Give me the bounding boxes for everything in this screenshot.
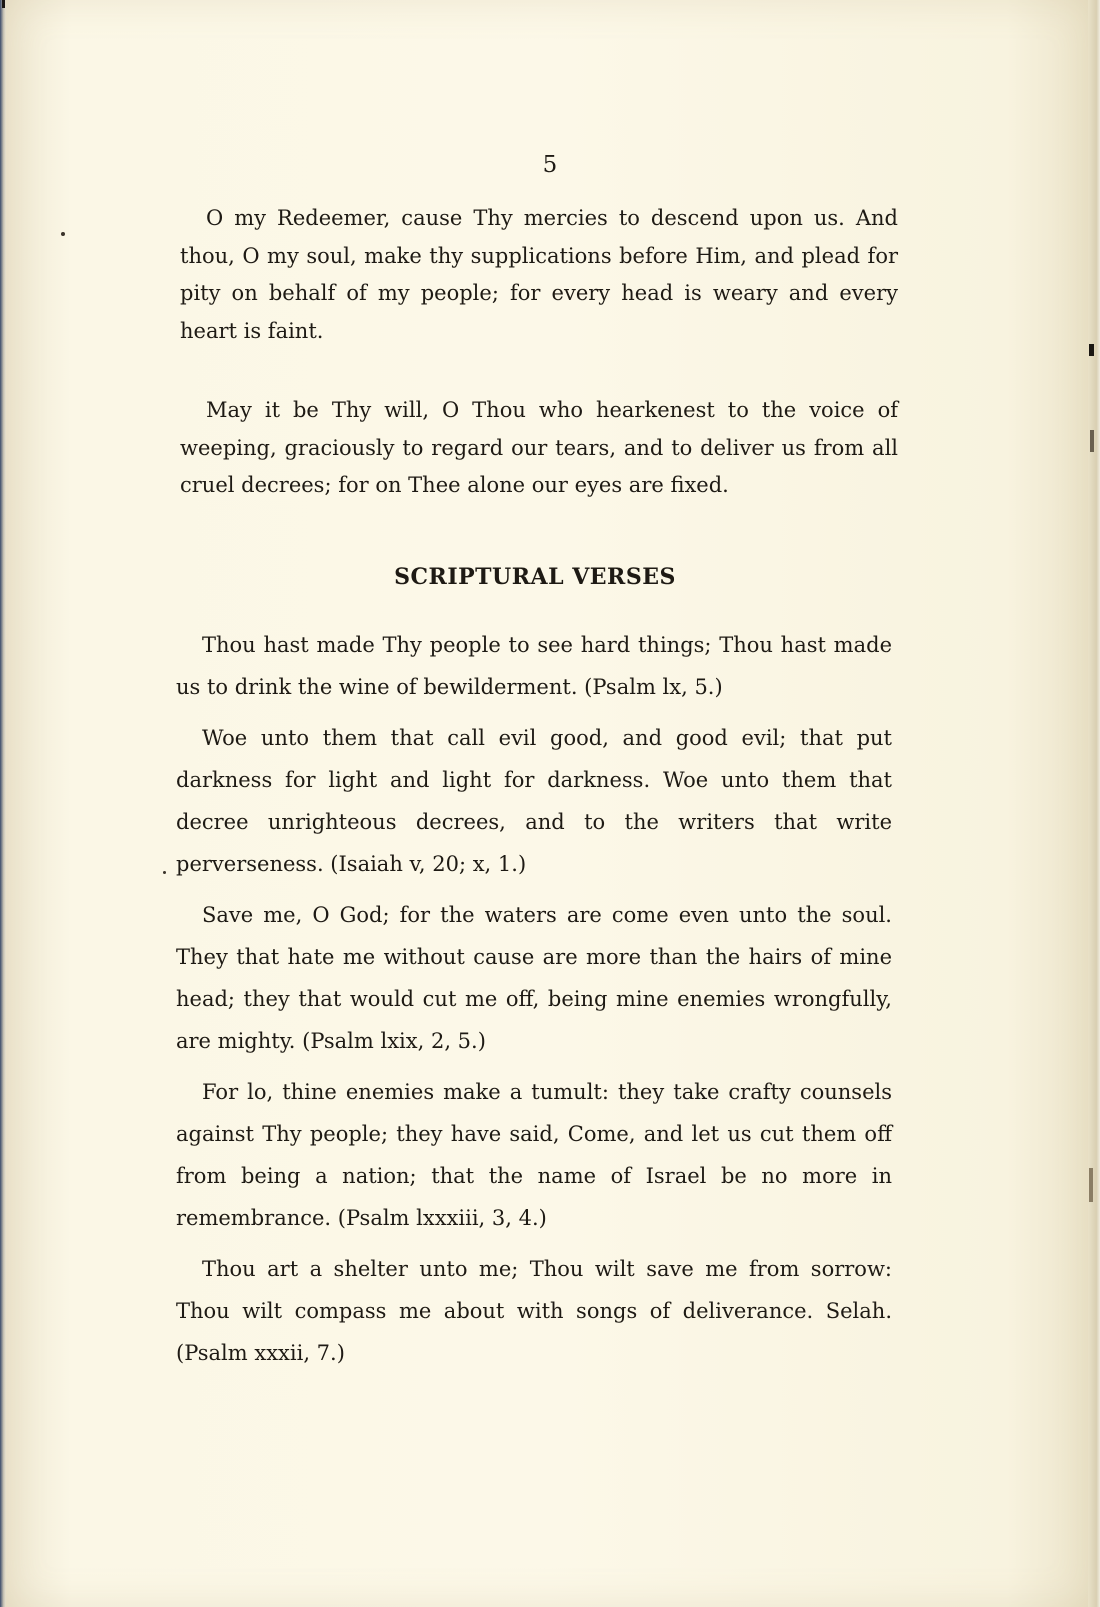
paragraph-text: May it be Thy will, O Thou who hearkenest to the voice of weeping, graciously to regard our tears, and to deliver us from all cruel decrees; for on Thee alone our eyes are fixed. — [180, 398, 898, 497]
prayer-paragraph-2 — [180, 392, 898, 505]
prayer-paragraph-1 — [180, 200, 898, 350]
verse-psalm-83: For lo, thine enemies make a tumult: they take crafty counsels against Thy people; they have said, Come, and let us cut them off from being a nation; that the name of Israel be no more in remembrance. (Psalm lxxxiii, 3, 4.) — [176, 1080, 892, 1230]
paragraph-text: O my Redeemer, cause Thy mercies to descend upon us. And thou, O my soul, make thy supplications before Him, and plead for pity on behalf of my people; for every head is weary and every heart is faint. — [180, 206, 898, 343]
page-left-edge — [0, 0, 6, 1607]
verse-psalm-60: Thou hast made Thy people to see hard things; Thou hast made us to drink the wine of bewilderment. (Psalm lx, 5.) — [176, 633, 892, 699]
verse-psalm-69: Save me, O God; for the waters are come even unto the soul. They that hate me without cause are more than the hairs of mine head; they that would cut me off, being mine enemies wrongfully, are mighty. (Psalm lxix, 2, 5.) — [176, 903, 892, 1053]
page-right-edge — [1088, 0, 1100, 1607]
ink-speck — [163, 871, 166, 874]
binding-mark — [1089, 1168, 1093, 1202]
page-number: 5 — [542, 152, 558, 178]
binding-mark — [2, 0, 5, 8]
ink-speck — [61, 232, 65, 236]
scripture-verses — [176, 624, 892, 1383]
binding-mark — [1090, 430, 1094, 452]
binding-mark — [1089, 344, 1094, 356]
verse-psalm-32: Thou art a shelter unto me; Thou wilt save me from sorrow: Thou wilt compass me about with songs of deliverance. Selah. (Psalm xxxii, 7.) — [176, 1257, 892, 1365]
section-heading: SCRIPTURAL VERSES — [394, 564, 676, 590]
verse-isaiah: Woe unto them that call evil good, and good evil; that put darkness for light and light for darkness. Woe unto them that decree unrighteous decrees, and to the writers that write perverseness. (Isaiah v, 20; x, 1.) — [176, 726, 892, 876]
